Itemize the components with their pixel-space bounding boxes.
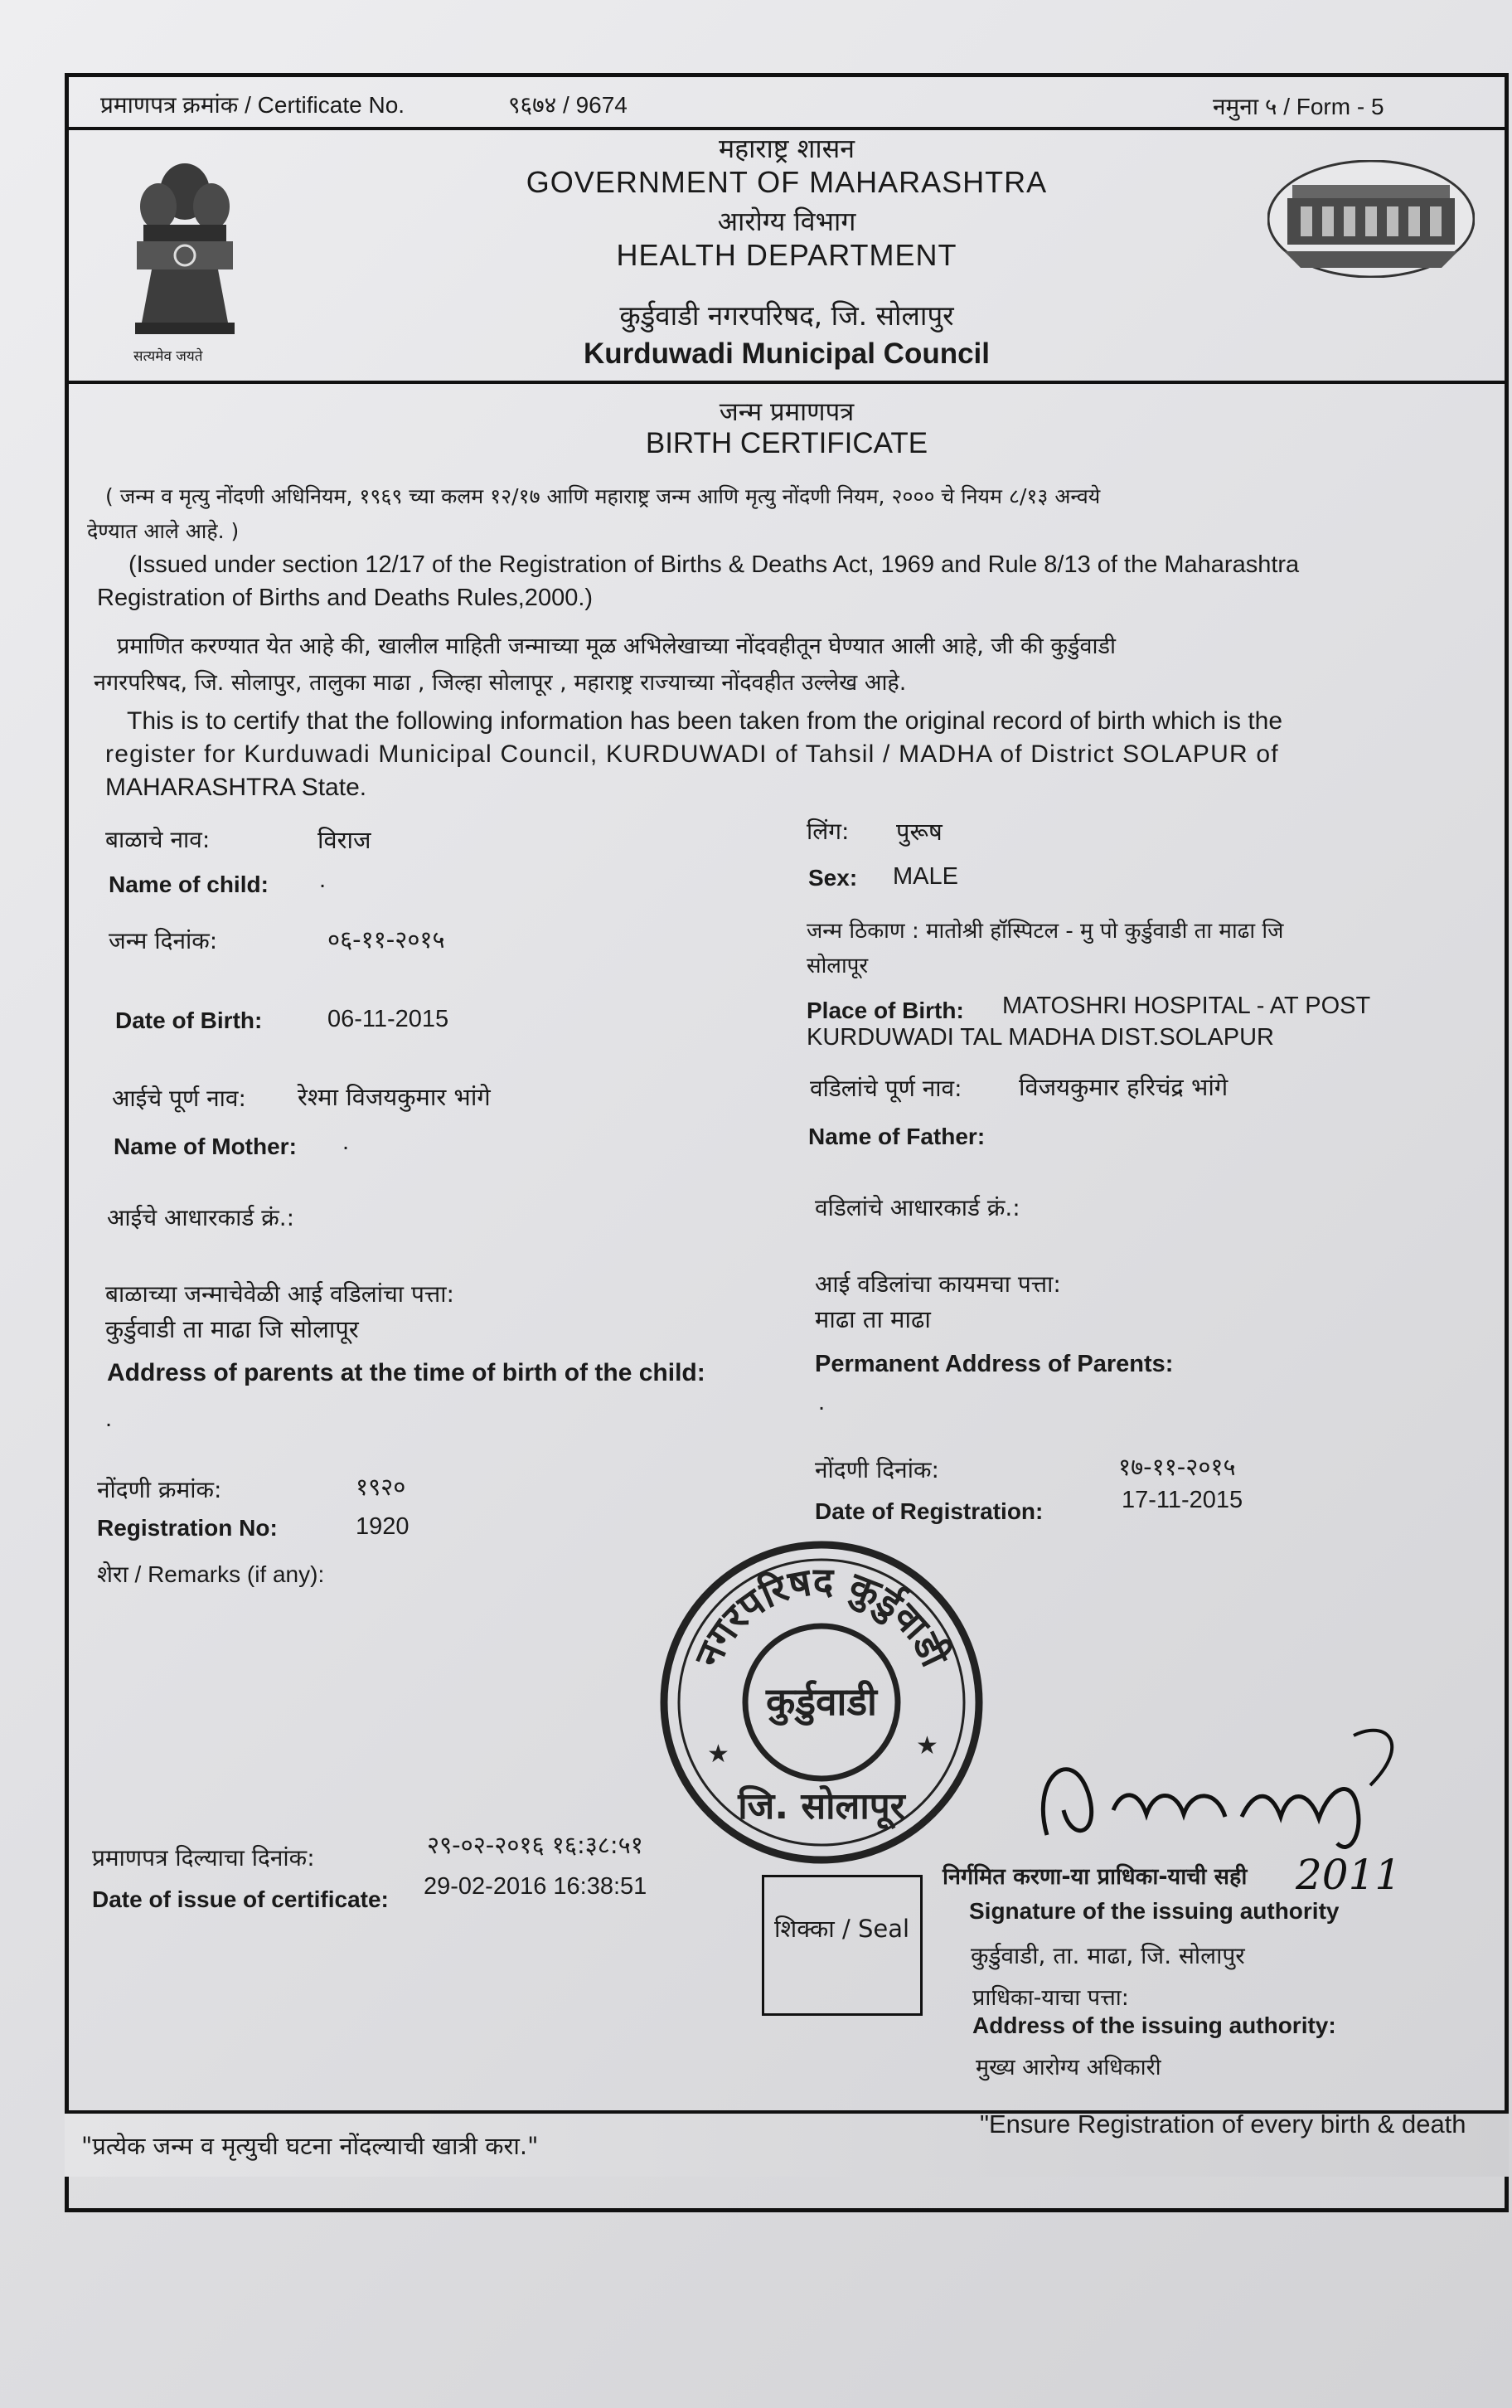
registration-date-mr-label: नोंदणी दिनांक: xyxy=(815,1456,939,1483)
address-at-birth-mr-label: बाळाच्या जन्माचेवेळी आई वडिलांचा पत्ता: xyxy=(105,1280,454,1308)
address-at-birth-mr-value: कुर्डुवाडी ता माढा जि सोलापूर xyxy=(105,1315,359,1343)
stamp-star-left-icon: ★ xyxy=(707,1740,729,1768)
issued-under-en-1: (Issued under section 12/17 of the Registration of Births & Deaths Act, 1969 and Rule 8/13 of the Maharashtra xyxy=(128,551,1300,578)
signature-label-mr: निर्गमित करणा-या प्राधिका-याची सही xyxy=(943,1864,1248,1890)
certificate-no-label: प्रमाणपत्र क्रमांक / Certificate No. xyxy=(100,92,405,118)
sex-mr-label: लिंग: xyxy=(807,818,850,845)
permanent-address-en-value: . xyxy=(818,1389,826,1415)
issued-under-en-2: Registration of Births and Deaths Rules,2000.) xyxy=(97,585,594,611)
dob-en-label: Date of Birth: xyxy=(115,1007,263,1033)
council-title-mr: कुर्डुवाडी नगरपरिषद, जि. सोलापुर xyxy=(619,299,954,332)
certificate-title-en: BIRTH CERTIFICATE xyxy=(645,427,928,459)
municipal-round-stamp xyxy=(656,1537,987,1868)
stamp-star-right-icon: ★ xyxy=(916,1732,938,1760)
stamp-outer-text: नगरपरिषद कुर्डुवाडी xyxy=(686,1558,957,1673)
seal-box-label: शिक्का / Seal xyxy=(774,1915,910,1943)
certify-mr-1: प्रमाणित करण्यात येत आहे की, खालील माहिती जन्माच्या मूळ अभिलेखाच्या नोंदवहीतून घेण्यात आली आहे, जी की कुर्डुवाडी xyxy=(117,634,1116,659)
father-aadhaar-label: वडिलांचे आधारकार्ड क्रं.: xyxy=(815,1194,1020,1221)
certify-en-2: register for Kurduwadi Municipal Council, KURDUWADI of Tahsil / MADHA of District SOLAPUR of xyxy=(105,740,1279,768)
issue-date-en-value: 29-02-2016 16:38:51 xyxy=(424,1873,647,1900)
footer-slogan-en: "Ensure Registration of every birth & death xyxy=(980,2109,1466,2139)
registration-date-en-label: Date of Registration: xyxy=(815,1498,1044,1524)
certificate-frame xyxy=(65,73,1509,2212)
child-name-mr-label: बाळाचे नाव: xyxy=(105,826,211,853)
certify-en-3: MAHARASHTRA State. xyxy=(105,774,367,801)
father-name-en-label: Name of Father: xyxy=(808,1124,986,1149)
gov-title-mr: महाराष्ट्र शासन xyxy=(718,133,855,164)
pob-en-value-1: MATOSHRI HOSPITAL - AT POST xyxy=(1002,993,1371,1019)
issue-date-mr-value: २९-०२-२०१६ १६:३८:५१ xyxy=(427,1831,643,1859)
issuing-address-mr-label: प्राधिका-याचा पत्ता: xyxy=(972,1985,1129,2011)
certificate-title-mr: जन्म प्रमाणपत्र xyxy=(719,397,855,427)
child-name-en-label: Name of child: xyxy=(109,871,269,897)
permanent-address-mr-value: माढा ता माढा xyxy=(815,1305,931,1333)
pob-en-value-2: KURDUWADI TAL MADHA DIST.SOLAPUR xyxy=(807,1024,1274,1051)
mother-name-en-value: . xyxy=(342,1129,350,1155)
registration-date-en-value: 17-11-2015 xyxy=(1122,1487,1243,1513)
certify-en-1: This is to certify that the following information has been taken from the original record of birth which is the xyxy=(127,707,1283,735)
mother-name-en-label: Name of Mother: xyxy=(114,1134,297,1159)
registration-date-mr-value: १७-११-२०१५ xyxy=(1118,1453,1236,1481)
issued-under-mr-2: देण्यात आले आहे. ) xyxy=(87,519,240,543)
mother-name-mr-value: रेश्मा विजयकुमार भांगे xyxy=(298,1083,491,1111)
remarks-label: शेरा / Remarks (if any): xyxy=(97,1561,325,1587)
mother-name-mr-label: आईचे पूर्ण नाव: xyxy=(112,1085,246,1112)
stamp-bottom-text: जि. सोलापूर xyxy=(738,1785,905,1828)
dob-mr-value: ०६-११-२०१५ xyxy=(327,925,445,954)
child-name-en-value: . xyxy=(319,867,327,893)
sex-mr-value: पुरूष xyxy=(896,818,943,846)
dept-title-mr: आरोग्य विभाग xyxy=(717,206,856,237)
sex-en-value: MALE xyxy=(893,863,958,890)
council-title-en: Kurduwadi Municipal Council xyxy=(584,337,990,370)
pob-mr-line-2: सोलापूर xyxy=(807,954,869,978)
certify-mr-2: नगरपरिषद, जि. सोलापुर, तालुका माढा , जिल्हा सोलापूर , महाराष्ट्र राज्याच्या नोंदवहीत उल्लेख आहे. xyxy=(94,670,907,696)
sex-en-label: Sex: xyxy=(808,865,858,891)
child-name-mr-value: विराज xyxy=(317,826,371,854)
signature-year: 2011 xyxy=(1296,1851,1402,1899)
mother-aadhaar-label: आईचे आधारकार्ड क्रं.: xyxy=(107,1204,295,1231)
father-name-mr-label: वडिलांचे पूर्ण नाव: xyxy=(810,1075,962,1102)
registration-no-mr-value: १९२० xyxy=(356,1473,406,1501)
permanent-address-mr-label: आई वडिलांचा कायमचा पत्ता: xyxy=(815,1270,1061,1298)
stamp-center-text: कुर्डुवाडी xyxy=(766,1679,877,1724)
registration-no-en-label: Registration No: xyxy=(97,1515,278,1541)
dob-mr-label: जन्म दिनांक: xyxy=(109,927,218,954)
registration-no-mr-label: नोंदणी क्रमांक: xyxy=(97,1476,222,1503)
dept-title-en: HEALTH DEPARTMENT xyxy=(616,238,957,272)
dob-en-value: 06-11-2015 xyxy=(327,1006,449,1032)
issuing-officer-mr: मुख्य आरोग्य अधिकारी xyxy=(976,2055,1161,2080)
father-name-mr-value: विजयकुमार हरिचंद्र भांगे xyxy=(1019,1073,1228,1101)
form-number: नमुना ५ / Form - 5 xyxy=(1213,94,1384,119)
issued-under-mr-1: ( जन्म व मृत्यु नोंदणी अधिनियम, १९६९ च्या कलम १२/१७ आणि महाराष्ट्र जन्म आणि मृत्यु नोंदणी नियम, २००० चे नियम ८/१३ अन्वये xyxy=(105,484,1101,508)
gov-title-en: GOVERNMENT OF MAHARASHTRA xyxy=(526,165,1048,199)
address-at-birth-en-value: . xyxy=(105,1405,113,1432)
permanent-address-en-label: Permanent Address of Parents: xyxy=(815,1351,1174,1377)
footer-slogan-mr: "प्रत्येक जन्म व मृत्युची घटना नोंदल्याची खात्री करा." xyxy=(81,2132,539,2160)
issuing-place-mr: कुर्डुवाडी, ता. माढा, जि. सोलापुर xyxy=(971,1942,1245,1969)
issuing-address-en-label: Address of the issuing authority: xyxy=(972,2012,1336,2038)
signature-label-en: Signature of the issuing authority xyxy=(969,1898,1340,1924)
title-divider xyxy=(69,381,1505,384)
pob-en-label: Place of Birth: xyxy=(807,998,964,1023)
address-at-birth-en-label: Address of parents at the time of birth of the child: xyxy=(107,1359,705,1386)
emblem-motto: सत्यमेव जयते xyxy=(133,348,203,365)
issue-date-mr-label: प्रमाणपत्र दिल्याचा दिनांक: xyxy=(92,1844,315,1872)
issue-date-en-label: Date of issue of certificate: xyxy=(92,1886,389,1912)
pob-mr-line-1: जन्म ठिकाण : मातोश्री हॉस्पिटल - मु पो कुर्डुवाडी ता माढा जि xyxy=(807,919,1284,944)
certificate-no-value: ९६७४ / 9674 xyxy=(508,92,628,118)
seal-box xyxy=(762,1875,923,2016)
registration-no-en-value: 1920 xyxy=(356,1513,410,1540)
